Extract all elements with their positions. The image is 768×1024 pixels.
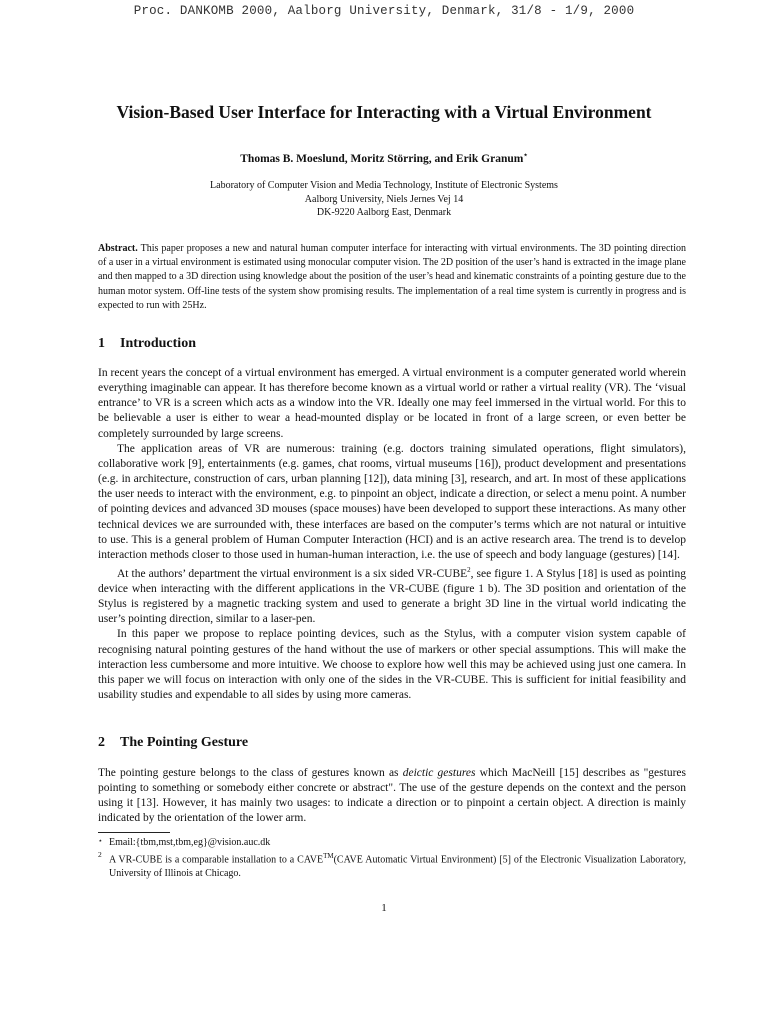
- section-number: 2: [98, 735, 105, 750]
- abstract-text: This paper proposes a new and natural human computer interface for interacting with virtual environments. The 3D pointing direction of a user in a virtual environment is estimated using monocular computer vision. The 2D position of the user’s hand is extracted in the image plane and then mapped to a 3D direction using knowledge about the position of the user’s head and kinematic constraints of a pointing gesture due to the human motor system. Off-line tests of the system show promising results. The implementation of a real time system is currently in progress and is expected to run with 25Hz.: [98, 243, 686, 311]
- paragraph: In recent years the concept of a virtual environment has emerged. A virtual environment is a computer generated world wherein everything imaginable can appear. It has therefore become known as a virtual world or rather a virtual reality (VR). The ‘visual entrance’ to VR is a screen which acts as a window into the VR. Ideally one may feel immersed in the virtual world. For this to be believable a user is either to wear a head-mounted display or be located in front of a large screen, or even better be completely surrounded by large screens.: [98, 367, 686, 440]
- paragraph: [98, 766, 686, 827]
- proceedings-header: Proc. DANKOMB 2000, Aalborg University, Denmark, 31/8 - 1/9, 2000: [133, 4, 635, 18]
- trademark-mark: TM: [323, 851, 334, 860]
- section-title: The Pointing Gesture: [120, 735, 249, 750]
- abstract-label: Abstract.: [98, 243, 138, 254]
- section-number: 1: [98, 336, 105, 351]
- abstract: [98, 242, 686, 313]
- footnotes: [98, 836, 686, 881]
- author-list: [0, 151, 768, 165]
- footnote: [98, 836, 686, 850]
- footnote-divider: [98, 832, 170, 833]
- paragraph: In this paper we propose to replace pointing devices, such as the Stylus, with a computer vision system capable of recognising natural pointing gestures of the hand without the use of markers or other special assumptions. This will make the interaction less cumbersome and more intuitive. We choose to explore how well this may be achieved using just one camera. In this paper we will focus on interaction with only one of the sides in the VR-CUBE. This is sufficient for initial feasibility and usability studies and expendable to all sides by using more cameras.: [98, 628, 686, 702]
- introduction-body: [98, 366, 686, 703]
- footnote-mark: 2: [98, 849, 102, 859]
- affiliation-line: Aalborg University, Niels Jernes Vej 14: [304, 193, 464, 205]
- page-number: 1: [381, 902, 387, 914]
- paragraph-text: which MacNeill [15] describes as "gestures pointing to something or somebody either concrete or abstract". The use of the gesture depends on the context and the person using it [13]. However, it has mainly two usages: to indicate a direction or to pinpoint a certain object. A direction is mainly indicated by the orientation of the lower arm.: [98, 767, 686, 825]
- paper-title: Vision-Based User Interface for Interacting with a Virtual Environment: [116, 102, 652, 122]
- section-title: Introduction: [120, 336, 196, 351]
- section-heading-introduction: [98, 336, 196, 352]
- affiliation-line: DK-9220 Aalborg East, Denmark: [316, 207, 452, 218]
- paragraph-text: At the authors’ department the virtual environment is a six sided VR-CUBE: [117, 567, 468, 580]
- pointing-gesture-body: [98, 766, 686, 827]
- author-footnote-mark: ⋆: [523, 151, 528, 159]
- footnote-text: A VR-CUBE is a comparable installation to a CAVE: [109, 854, 324, 866]
- paragraph: [98, 563, 686, 627]
- footnote-text: (CAVE Automatic Virtual Environment) [5] of the Electronic Visualization Laboratory, University of Illinois at Chicago.: [109, 854, 687, 879]
- affiliation-line: Laboratory of Computer Vision and Media Technology, Institute of Electronic Systems: [210, 180, 558, 191]
- paragraph: The application areas of VR are numerous: training (e.g. doctors training simulated operations, flight simulators), collaborative work [9], entertainments (e.g. games, chat rooms, virtual museums [16]), product development and presentations (e.g. in architecture, construction of cars, urban planning [12]), data mining [3], research, and art. In most of these applications the user needs to interact with the environment, e.g. to pinpoint an object, indicate a direction, or select a menu point. A number of pointing devices and advanced 3D mouses (space mouses) have been developed to support these interactions. As many other technical devices we are surrounded with, these interfaces are based on the computer’s terms which are not natural or intuitive to use. This is a general problem of Human Computer Interaction (HCI) and is an active research area. The trend is to develop interaction methods closer to those used in human-human interaction, i.e. the use of speech and body language (gestures) [14].: [98, 442, 686, 561]
- affiliation: [0, 179, 768, 220]
- paragraph-text: The pointing gesture belongs to the class of gestures known as: [98, 767, 403, 779]
- footnote-mark: ⋆: [98, 836, 103, 845]
- emphasis: deictic gestures: [402, 767, 476, 779]
- paragraph-text: , see figure 1. A Stylus [18] is used as pointing device when interacting with the different applications in the VR-CUBE (figure 1 b). The 3D position and orientation of the Stylus is registered by a magnetic tracking system and used to generate a bright 3D line in the virtual world indicating the user’s pointing direction, similar to a laser-pen.: [98, 567, 686, 626]
- footnote-ref: 2: [467, 566, 471, 575]
- footnote: [98, 850, 686, 881]
- author-names: Thomas B. Moeslund, Moritz Störring, and Erik Granum: [240, 152, 524, 165]
- section-heading-pointing-gesture: [98, 735, 248, 751]
- footnote-text: Email:{tbm,mst,tbm,eg}@vision.auc.dk: [109, 837, 271, 848]
